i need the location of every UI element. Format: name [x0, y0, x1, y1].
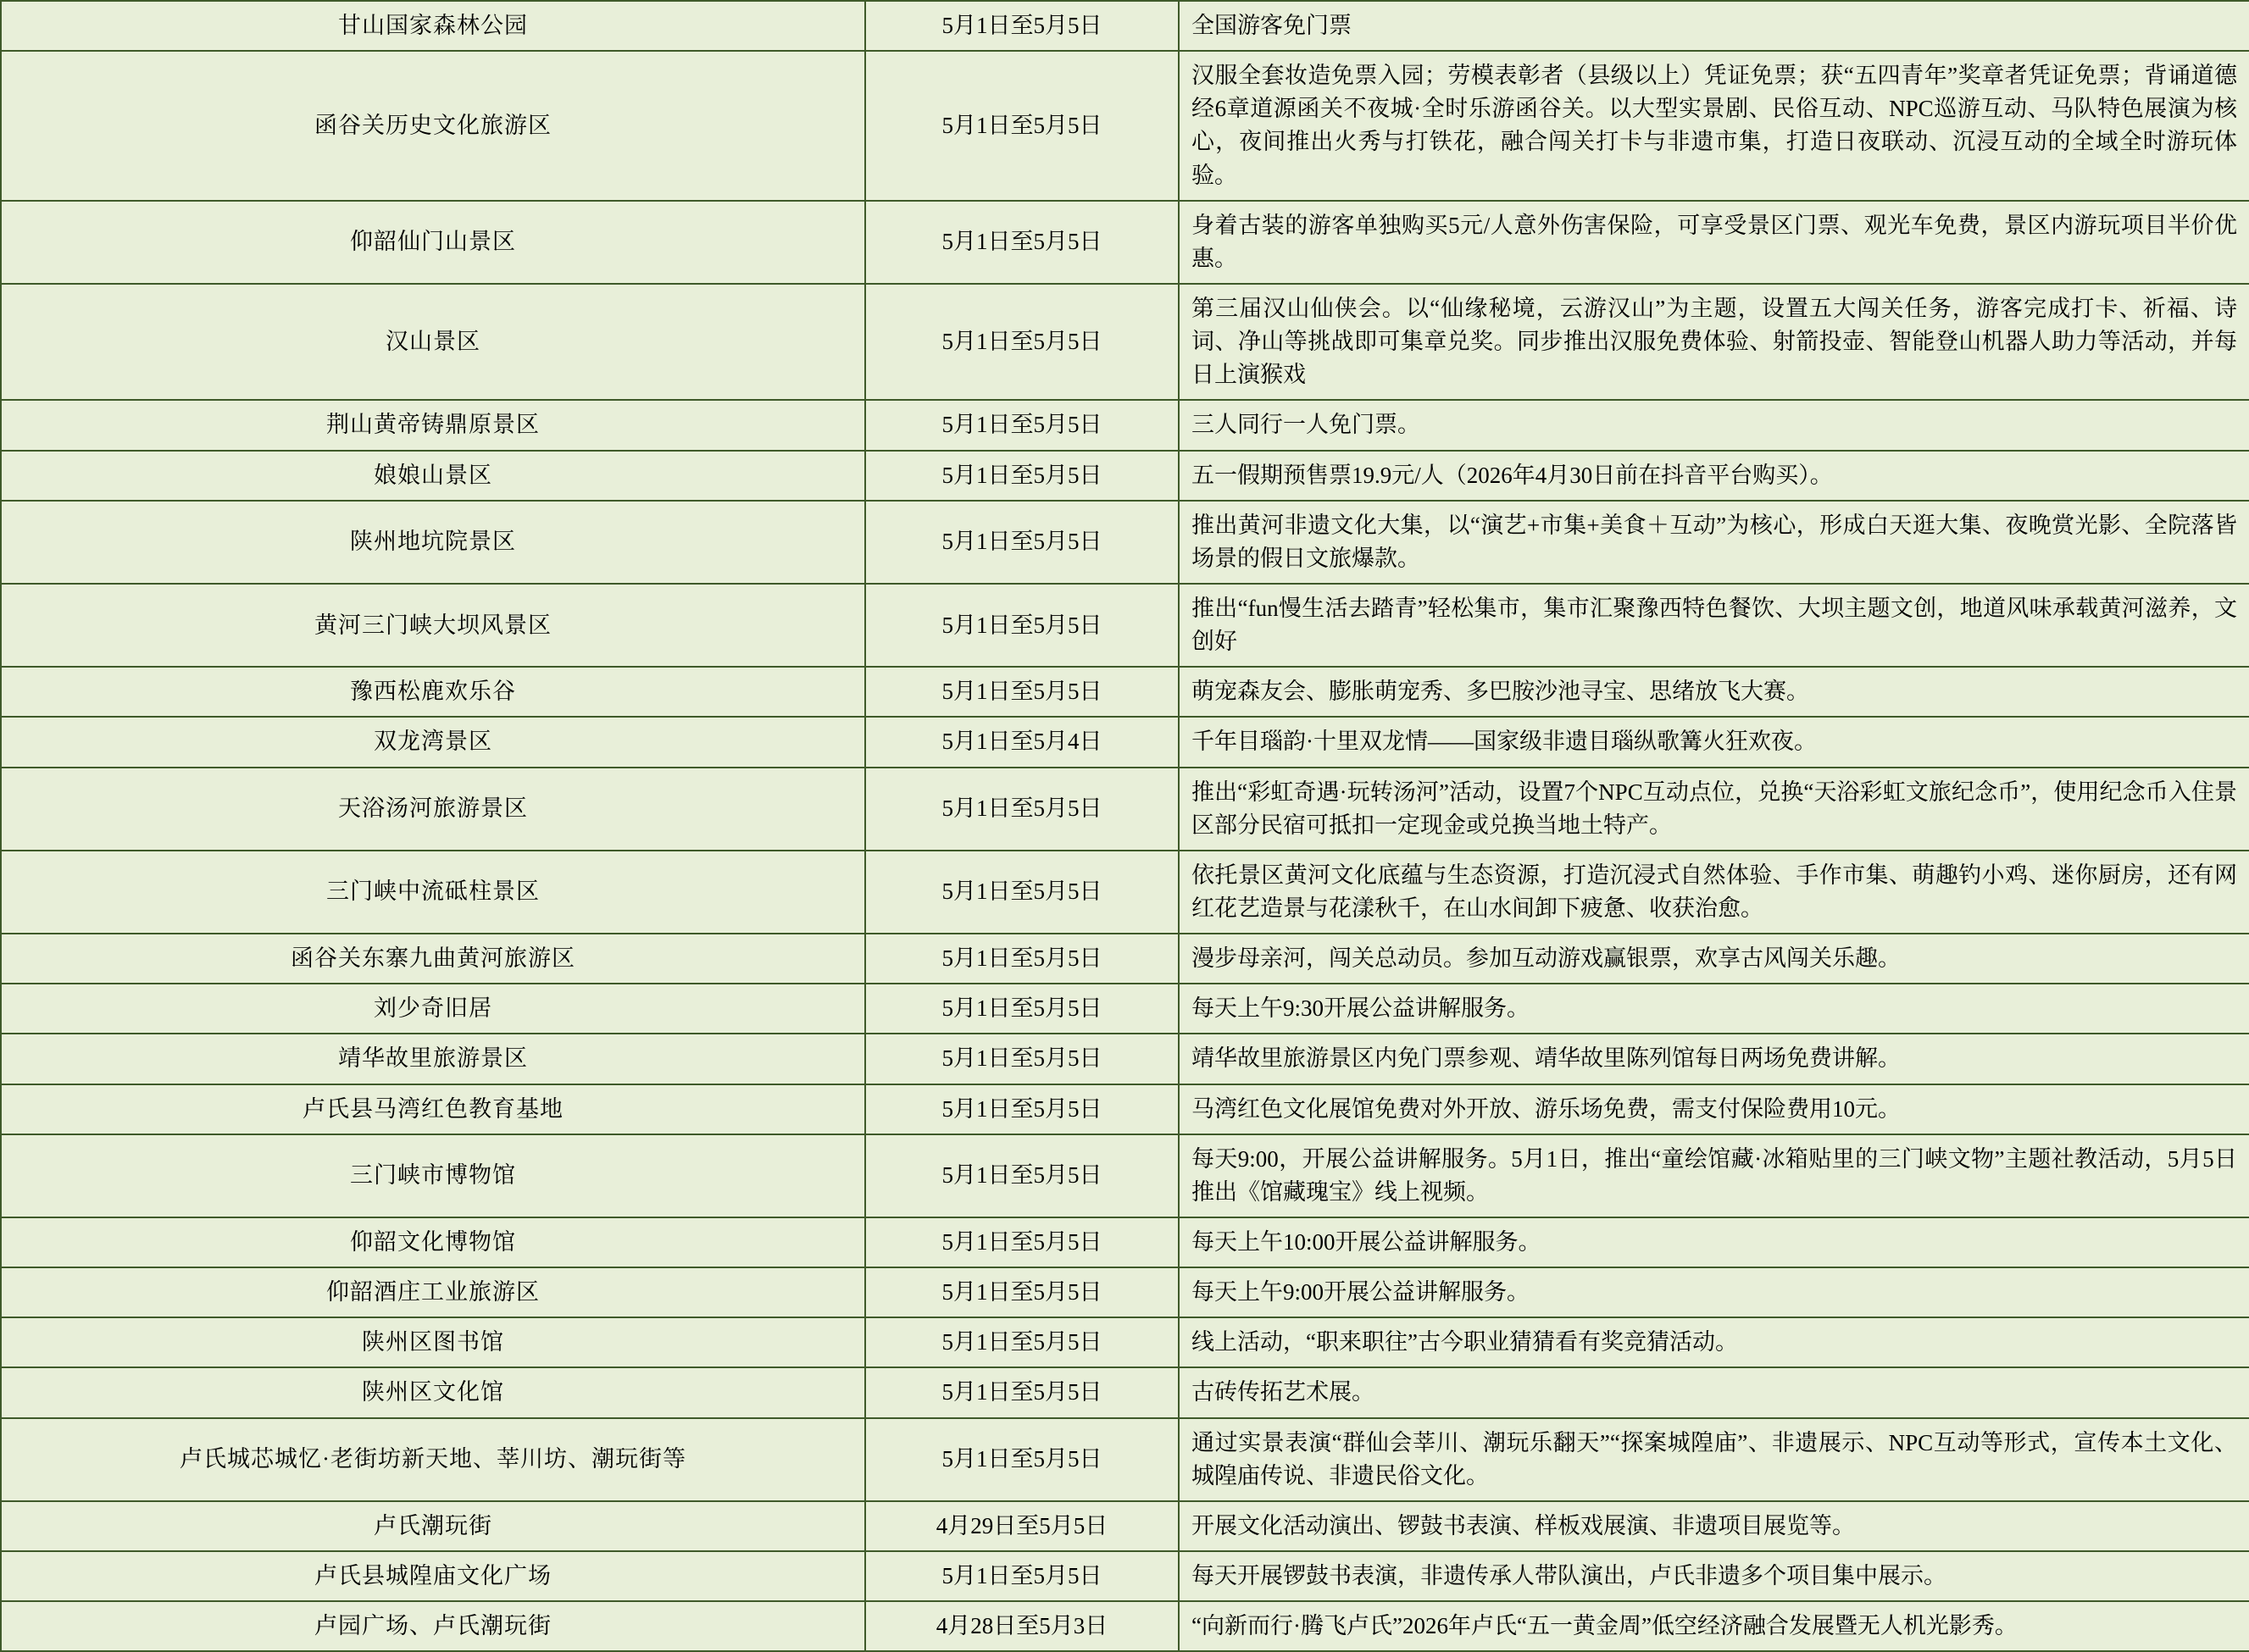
cell-scenic-name: 三门峡市博物馆 — [1, 1134, 865, 1217]
table-row — [1, 1267, 2249, 1317]
cell-activity-date: 5月1日至5月5日 — [865, 201, 1179, 284]
table-row — [1, 51, 2249, 201]
cell-activity-description: 推出“fun慢生活去踏青”轻松集市，集市汇聚豫西特色餐饮、大坝主题文创，地道风味承载黄河滋养，文创好 — [1179, 584, 2249, 667]
cell-activity-description: 每天上午10:00开展公益讲解服务。 — [1179, 1217, 2249, 1267]
cell-scenic-name: 甘山国家森林公园 — [1, 1, 865, 51]
table-row — [1, 1501, 2249, 1551]
cell-scenic-name: 卢氏县马湾红色教育基地 — [1, 1084, 865, 1134]
cell-activity-description: 依托景区黄河文化底蕴与生态资源，打造沉浸式自然体验、手作市集、萌趣钓小鸡、迷你厨房，还有网红花艺造景与花漾秋千，在山水间卸下疲惫、收获治愈。 — [1179, 851, 2249, 934]
cell-activity-description: 第三届汉山仙侠会。以“仙缘秘境，云游汉山”为主题，设置五大闯关任务，游客完成打卡、祈福、诗词、净山等挑战即可集章兑奖。同步推出汉服免费体验、射箭投壶、智能登山机器人助力等活动，并每日上演猴戏 — [1179, 284, 2249, 400]
cell-activity-date: 5月1日至5月5日 — [865, 768, 1179, 851]
cell-activity-date: 5月1日至5月5日 — [865, 851, 1179, 934]
cell-activity-description: 推出黄河非遗文化大集，以“演艺+市集+美食＋互动”为核心，形成白天逛大集、夜晚赏光影、全院落皆场景的假日文旅爆款。 — [1179, 501, 2249, 584]
table-body — [1, 1, 2249, 1651]
table-row — [1, 1317, 2249, 1367]
cell-activity-description: 每天开展锣鼓书表演，非遗传承人带队演出，卢氏非遗多个项目集中展示。 — [1179, 1551, 2249, 1601]
cell-scenic-name: 三门峡中流砥柱景区 — [1, 851, 865, 934]
cell-activity-date: 5月1日至5月5日 — [865, 667, 1179, 717]
cell-activity-date: 5月1日至5月5日 — [865, 400, 1179, 450]
cell-scenic-name: 娘娘山景区 — [1, 451, 865, 501]
cell-activity-date: 5月1日至5月5日 — [865, 1134, 1179, 1217]
cell-scenic-name: 刘少奇旧居 — [1, 984, 865, 1034]
table-row — [1, 201, 2249, 284]
cell-activity-description: 每天上午9:00开展公益讲解服务。 — [1179, 1267, 2249, 1317]
cell-activity-description: 五一假期预售票19.9元/人（2026年4月30日前在抖音平台购买）。 — [1179, 451, 2249, 501]
table-row — [1, 1034, 2249, 1084]
cell-activity-description: 汉服全套妆造免票入园；劳模表彰者（县级以上）凭证免票；获“五四青年”奖章者凭证免票；背诵道德经6章道源函关不夜城·全时乐游函谷关。以大型实景剧、民俗互动、NPC巡游互动、马队特色展演为核心，夜间推出火秀与打铁花，融合闯关打卡与非遗市集，打造日夜联动、沉浸互动的全域全时游玩体验。 — [1179, 51, 2249, 201]
cell-activity-description: 古砖传拓艺术展。 — [1179, 1367, 2249, 1417]
cell-scenic-name: 函谷关东寨九曲黄河旅游区 — [1, 934, 865, 984]
table-row — [1, 1217, 2249, 1267]
cell-activity-date: 5月1日至5月5日 — [865, 284, 1179, 400]
cell-activity-date: 5月1日至5月4日 — [865, 717, 1179, 767]
cell-activity-description: 靖华故里旅游景区内免门票参观、靖华故里陈列馆每日两场免费讲解。 — [1179, 1034, 2249, 1084]
table-row — [1, 934, 2249, 984]
cell-scenic-name: 豫西松鹿欢乐谷 — [1, 667, 865, 717]
cell-scenic-name: 荆山黄帝铸鼎原景区 — [1, 400, 865, 450]
table-row — [1, 1601, 2249, 1651]
cell-activity-description: 每天9:00，开展公益讲解服务。5月1日，推出“童绘馆藏·冰箱贴里的三门峡文物”主题社教活动，5月5日推出《馆藏瑰宝》线上视频。 — [1179, 1134, 2249, 1217]
table-row — [1, 501, 2249, 584]
cell-activity-date: 5月1日至5月5日 — [865, 1317, 1179, 1367]
table-row — [1, 768, 2249, 851]
cell-scenic-name: 仰韶酒庄工业旅游区 — [1, 1267, 865, 1317]
cell-activity-date: 5月1日至5月5日 — [865, 1084, 1179, 1134]
cell-scenic-name: 卢园广场、卢氏潮玩街 — [1, 1601, 865, 1651]
cell-activity-date: 5月1日至5月5日 — [865, 1267, 1179, 1317]
table-row — [1, 584, 2249, 667]
cell-activity-date: 4月28日至5月3日 — [865, 1601, 1179, 1651]
cell-scenic-name: 陕州区文化馆 — [1, 1367, 865, 1417]
cell-activity-date: 5月1日至5月5日 — [865, 501, 1179, 584]
table-row — [1, 451, 2249, 501]
cell-activity-description: 每天上午9:30开展公益讲解服务。 — [1179, 984, 2249, 1034]
table-row — [1, 1418, 2249, 1501]
cell-scenic-name: 陕州地坑院景区 — [1, 501, 865, 584]
table-row — [1, 1134, 2249, 1217]
table-row — [1, 1551, 2249, 1601]
table-row — [1, 667, 2249, 717]
cell-activity-date: 5月1日至5月5日 — [865, 51, 1179, 201]
cell-activity-description: 身着古装的游客单独购买5元/人意外伤害保险，可享受景区门票、观光车免费，景区内游玩项目半价优惠。 — [1179, 201, 2249, 284]
cell-activity-date: 5月1日至5月5日 — [865, 1367, 1179, 1417]
table-row — [1, 984, 2249, 1034]
cell-scenic-name: 卢氏城芯城忆·老街坊新天地、莘川坊、潮玩街等 — [1, 1418, 865, 1501]
cell-activity-date: 5月1日至5月5日 — [865, 984, 1179, 1034]
cell-scenic-name: 函谷关历史文化旅游区 — [1, 51, 865, 201]
cell-scenic-name: 仰韶仙门山景区 — [1, 201, 865, 284]
cell-activity-date: 5月1日至5月5日 — [865, 1034, 1179, 1084]
cell-activity-date: 5月1日至5月5日 — [865, 1217, 1179, 1267]
cell-activity-date: 5月1日至5月5日 — [865, 1, 1179, 51]
cell-activity-date: 5月1日至5月5日 — [865, 451, 1179, 501]
table-row — [1, 284, 2249, 400]
cell-scenic-name: 卢氏县城隍庙文化广场 — [1, 1551, 865, 1601]
cell-activity-description: 漫步母亲河，闯关总动员。参加互动游戏赢银票，欢享古风闯关乐趣。 — [1179, 934, 2249, 984]
cell-activity-description: 三人同行一人免门票。 — [1179, 400, 2249, 450]
cell-activity-date: 5月1日至5月5日 — [865, 1418, 1179, 1501]
cell-activity-description: 千年目瑙韵·十里双龙情——国家级非遗目瑙纵歌篝火狂欢夜。 — [1179, 717, 2249, 767]
cell-activity-description: 线上活动，“职来职往”古今职业猜猜看有奖竞猜活动。 — [1179, 1317, 2249, 1367]
cell-activity-description: 全国游客免门票 — [1179, 1, 2249, 51]
cell-activity-description: 萌宠森友会、膨胀萌宠秀、多巴胺沙池寻宝、思绪放飞大赛。 — [1179, 667, 2249, 717]
table-row — [1, 1367, 2249, 1417]
cell-scenic-name: 卢氏潮玩街 — [1, 1501, 865, 1551]
cell-activity-date: 5月1日至5月5日 — [865, 584, 1179, 667]
cell-activity-description: 马湾红色文化展馆免费对外开放、游乐场免费，需支付保险费用10元。 — [1179, 1084, 2249, 1134]
cell-activity-date: 5月1日至5月5日 — [865, 1551, 1179, 1601]
table-row — [1, 717, 2249, 767]
cell-activity-description: 开展文化活动演出、锣鼓书表演、样板戏展演、非遗项目展览等。 — [1179, 1501, 2249, 1551]
table-row — [1, 1084, 2249, 1134]
cell-activity-description: 推出“彩虹奇遇·玩转汤河”活动，设置7个NPC互动点位，兑换“天浴彩虹文旅纪念币”，使用纪念币入住景区部分民宿可抵扣一定现金或兑换当地土特产。 — [1179, 768, 2249, 851]
cell-activity-date: 5月1日至5月5日 — [865, 934, 1179, 984]
table-row — [1, 1, 2249, 51]
cell-scenic-name: 黄河三门峡大坝风景区 — [1, 584, 865, 667]
table-row — [1, 400, 2249, 450]
cell-scenic-name: 靖华故里旅游景区 — [1, 1034, 865, 1084]
cell-activity-description: 通过实景表演“群仙会莘川、潮玩乐翻天”“探案城隍庙”、非遗展示、NPC互动等形式，宣传本土文化、城隍庙传说、非遗民俗文化。 — [1179, 1418, 2249, 1501]
cell-scenic-name: 陕州区图书馆 — [1, 1317, 865, 1367]
cell-scenic-name: 汉山景区 — [1, 284, 865, 400]
cell-activity-description: “向新而行·腾飞卢氏”2026年卢氏“五一黄金周”低空经济融合发展暨无人机光影秀。 — [1179, 1601, 2249, 1651]
cell-scenic-name: 天浴汤河旅游景区 — [1, 768, 865, 851]
cell-activity-date: 4月29日至5月5日 — [865, 1501, 1179, 1551]
cell-scenic-name: 仰韶文化博物馆 — [1, 1217, 865, 1267]
cell-scenic-name: 双龙湾景区 — [1, 717, 865, 767]
table-row — [1, 851, 2249, 934]
